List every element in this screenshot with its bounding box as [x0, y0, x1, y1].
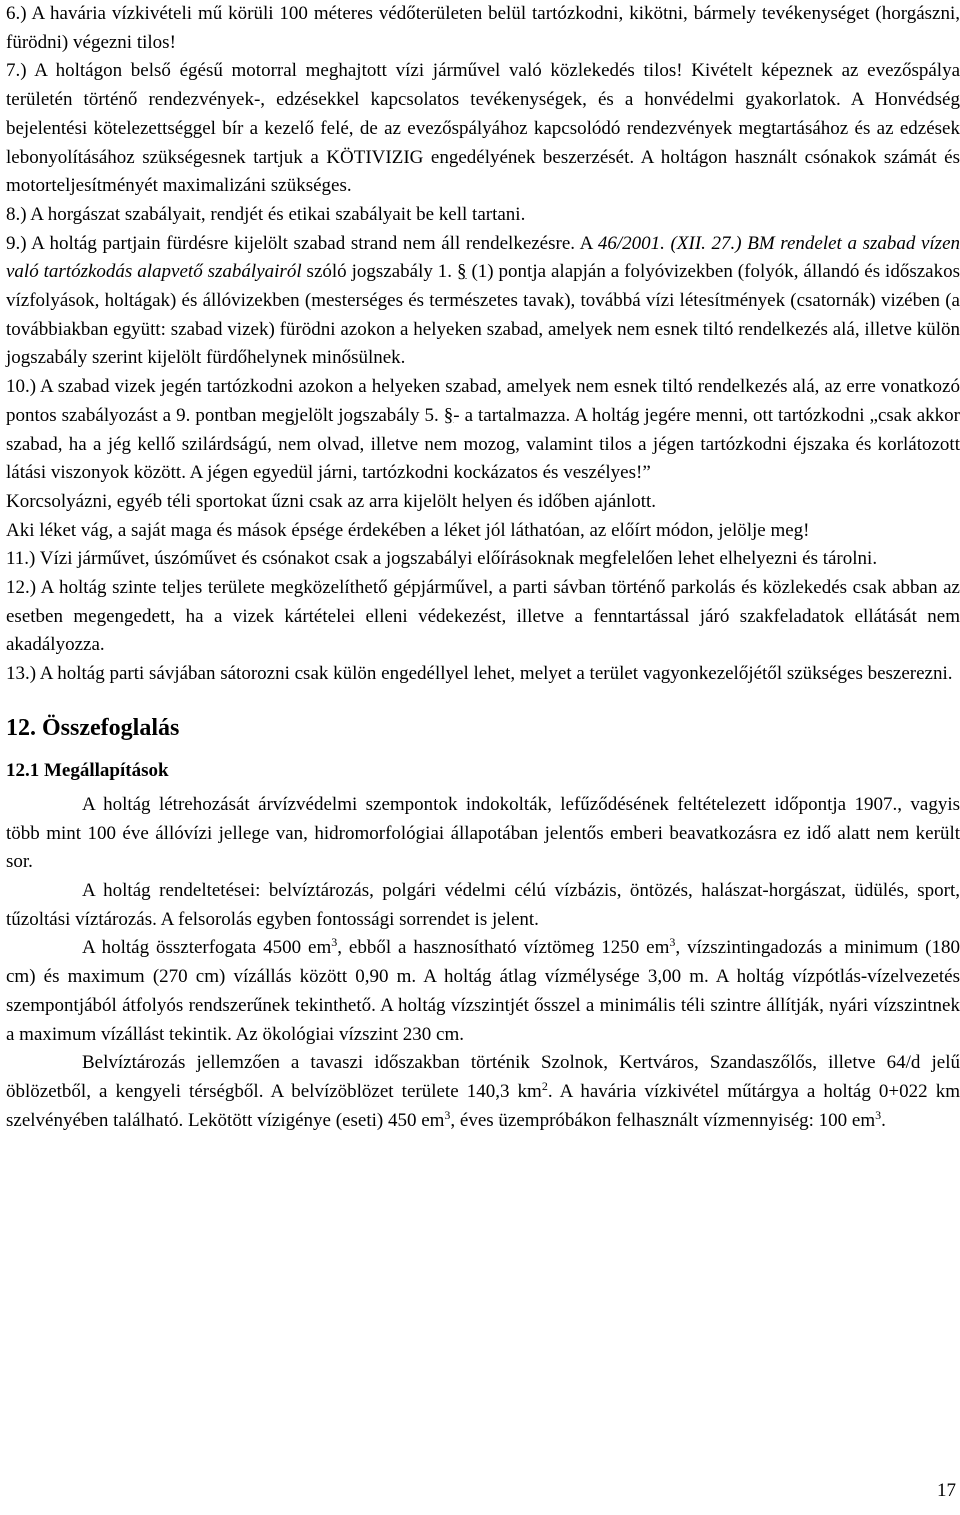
summary-paragraph-3-text-c: , vízszintingadozás a minimum (180 cm) és maximum (270 cm) vízállás között 0,90 m. A holtág átlag vízmélysége 3,00 m. A holtág vízpótlás-vízelvezetés szempontjából átfolyós rendszerűnek tekinthető. A holtág vízszintjét ősszel a minimális téli szintre állítják, nyári vízszintnek a maximum vízállást tekintik. Az ökológiai vízszint 230 cm.	[6, 937, 960, 1045]
summary-paragraph-3-text-a: A holtág összterfogata 4500 em	[82, 937, 332, 959]
summary-paragraph-4	[6, 1049, 960, 1135]
summary-paragraph-3-text-b: , ebből a hasznosítható víztömeg 1250 em	[337, 937, 670, 959]
superscript: 2	[541, 1078, 548, 1093]
summary-paragraph-4-text-c: , éves üzempróbákon felhasznált vízmennyiség: 100 em	[450, 1109, 876, 1131]
rule-8-text: 8.) A horgászat szabályait, rendjét és etikai szabályait be kell tartani.	[6, 203, 526, 225]
summary-paragraph-1	[6, 791, 960, 877]
document-page	[6, 0, 960, 1135]
rule-11	[6, 545, 960, 574]
summary-paragraph-2	[6, 877, 960, 934]
rule-9	[6, 230, 960, 374]
rule-9-regulation-title: 46/2001. (XII. 27.) BM rendelet a szabad vízen való tartózkodás alapvető szabályairól	[6, 232, 960, 283]
rule-8	[6, 201, 960, 230]
rule-9-text-b: szóló jogszabály 1.	[301, 261, 457, 283]
page-number: 17	[937, 1480, 956, 1501]
superscript: 3	[331, 935, 338, 950]
rule-12-text: 12.) A holtág szinte teljes területe megközelíthető gépjárművel, a parti sávban történő parkolás és közlekedés csak abban az esetben megengedett, ha a vizek kártételei elleni védekezést, illetve a fenntartással járó szakfeladatok ellátását nem akadályozza.	[6, 577, 960, 656]
rule-9-text-a: 9.) A holtág partjain fürdésre kijelölt szabad strand nem áll rendelkezésre. A	[6, 232, 598, 254]
summary-paragraph-4-text-a: Belvíztározás jellemzően a tavaszi időszakban történik Szolnok, Kertváros, Szandaszőlős, illetve 64/d jelű öblözetből, a kengyeli térségből. A belvízöblözet területe 140,3 km	[6, 1052, 960, 1102]
rule-9-text-c: (1) pontja alapján a folyóvizekben (folyók, állandó és időszakos vízfolyások, holtágak) és állóvizekben (mesterséges és természetes tavak), továbbá vízi létesítmények (csatornák) vizében (a továbbiakban együtt: szabad vizek) fürödni azokon a helyeken szabad, amelyek nem esnek tiltó rendelkezés alá, illetve külön jogszabály szerint kijelölt fürdőhelynek minősülnek.	[6, 261, 960, 369]
rule-6-text: 6.) A havária vízkivételi mű körüli 100 méteres védőterületen belül tartózkodni, kikötni, bármely tevékenységet (horgászni, fürödni) végezni tilos!	[6, 3, 960, 53]
rule-10-text-a: 10.) A szabad vizek jegén tartózkodni azokon a helyeken szabad, amelyek nem esnek tiltó rendelkezés alá, az erre vonatkozó pontos szabályozást a 9. pontban megjelölt jogszabály 5.	[6, 376, 960, 426]
rule-11-text: 11.) Vízi járművet, úszóművet és csónakot csak a jogszabályi előírásoknak megfelelően lehet elhelyezni és tárolni.	[6, 548, 878, 570]
rule-10-ice-hole	[6, 517, 960, 546]
rule-10-section-sign: §	[443, 404, 454, 426]
rule-10-skating-text: Korcsolyázni, egyéb téli sportokat űzni csak az arra kijelölt helyen és időben ajánlott.	[6, 490, 656, 512]
summary-paragraph-2-text: A holtág rendeltetései: belvíztározás, polgári védelmi célú vízbázis, öntözés, halászat-horgászat, üdülés, sport, tűzoltási víztározás. A felsorolás egyben fontossági sorrendet is jelent.	[6, 879, 960, 930]
superscript: 3	[444, 1107, 451, 1122]
superscript: 3	[875, 1107, 882, 1122]
rule-7-text: 7.) A holtágon belső égésű motorral meghajtott vízi járművel való közlekedés tilos! Kivételt képeznek az evezőspálya területén történő rendezvények-, edzésekkel kapcsolatos tevékenységek, és a honvédelmi gyakorlatok. A Honvédség bejelentési kötelezettséggel bír a kezelő felé, de az evezőspályához kapcsolódó rendezvények megtartásához és az edzések lebonyolításához szükségesnek tartjuk a KÖTIVIZIG engedélyének beszerzését. A holtágon használt csónakok számát és motorteljesítményét maximalizáni szükséges.	[6, 60, 960, 197]
rule-7	[6, 57, 960, 201]
superscript: 3	[669, 935, 676, 950]
rule-10-text-b: - a tartalmazza. A holtág jegére menni, ott tartózkodni „csak akkor szabad, ha a jég kellő szilárdságú, nem olvad, illetve nem mozog, valamint tilos a jégen tartózkodni éjszaka és korlátozott látási viszonyok között. A jégen egyedül járni, tartózkodni kockázatos és veszélyes!”	[6, 404, 960, 484]
summary-paragraph-4-text-b: . A havária vízkivétel műtárgya a holtág 0+022 km szelvényében található. Lekötött vízigénye (eseti) 450 em	[6, 1080, 960, 1131]
rule-9-section-sign: §	[457, 261, 467, 283]
rule-10-ice-hole-text: Aki léket vág, a saját maga és mások épsége érdekében a léket jól láthatóan, az előírt módon, jelölje meg!	[6, 519, 810, 541]
section-heading: 12. Összefoglalás	[6, 714, 180, 741]
subsection-heading: 12.1 Megállapítások	[6, 759, 169, 781]
rule-13	[6, 660, 960, 689]
rule-10	[6, 373, 960, 488]
rule-12	[6, 574, 960, 660]
summary-paragraph-4-text-d: .	[881, 1109, 886, 1131]
rule-13-text: 13.) A holtág parti sávjában sátorozni csak külön engedéllyel lehet, melyet a terület vagyonkezelőjétől szükséges beszerezni.	[6, 663, 953, 685]
rule-6	[6, 0, 960, 57]
rule-10-skating	[6, 488, 960, 517]
summary-paragraph-1-text: A holtág létrehozását árvízvédelmi szempontok indokolták, lefűződésének feltételezett időpontja 1907., vagyis több mint 100 éve állóvízi jellege van, hidromorfológiai állapotában jelentős emberi beavatkozásra ez idő alatt nem került sor.	[6, 793, 960, 873]
summary-paragraph-3	[6, 934, 960, 1049]
